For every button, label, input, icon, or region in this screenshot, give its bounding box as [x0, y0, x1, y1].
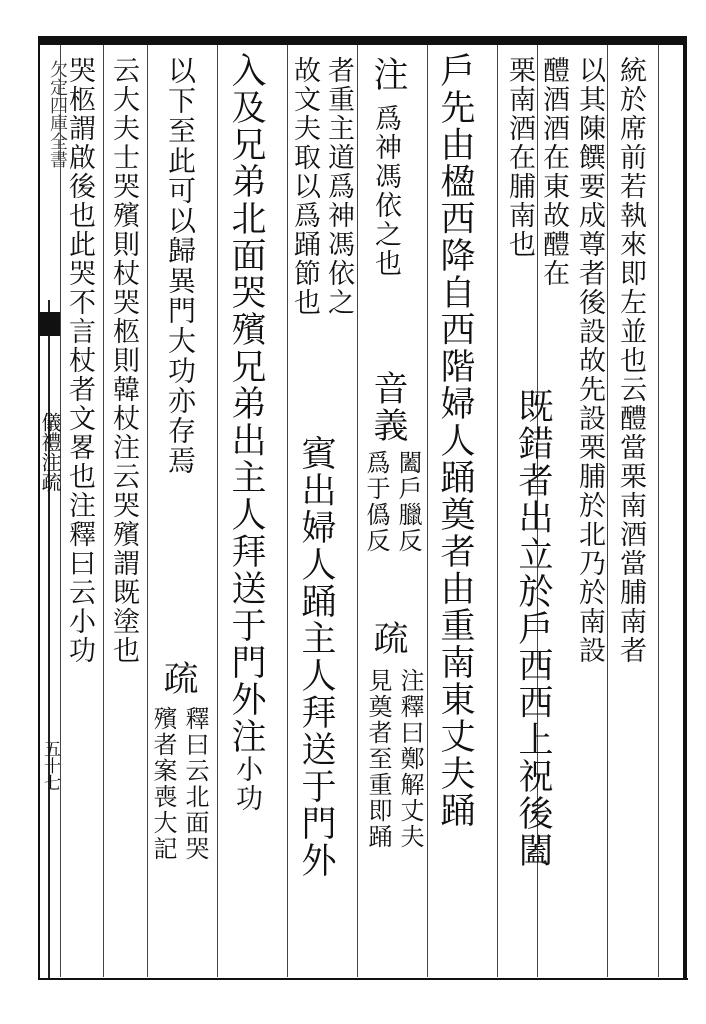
commentary-text-2b: 殯者案喪大記	[149, 706, 177, 862]
note-marker-1: 注	[368, 56, 408, 93]
text-column-11: 云大夫士哭殯則杖哭柩則韓杖注云哭殯謂既塗也	[108, 56, 139, 665]
commentary-text-2a: 釋曰云北面哭	[181, 706, 209, 862]
left-border	[38, 36, 40, 980]
column-rule	[357, 45, 358, 977]
column-rule	[287, 45, 288, 977]
pronunciation-text-1: 闔戶臘反	[394, 450, 422, 554]
column-rule	[427, 45, 428, 977]
fishtail-mark	[38, 312, 60, 336]
column-rule	[658, 45, 659, 977]
left-inner-border	[48, 300, 50, 980]
note-text-2: 小功	[231, 755, 262, 813]
text-column-8: 賓出婦人踊主人拜送于門外	[296, 435, 336, 879]
commentary-text-1a: 注釋曰鄭解丈夫	[396, 668, 424, 850]
book-title: 儀禮注疏	[38, 412, 62, 492]
text-column-3b: 栗南酒在脯南也	[504, 56, 535, 259]
pronunciation-marker: 音義	[368, 370, 408, 444]
text-column-9	[226, 52, 266, 813]
column-rule	[607, 45, 608, 977]
column-rule	[147, 45, 148, 977]
text-column-1: 統於席前若執來即左並也云醴當栗南酒當脯南者	[615, 56, 646, 665]
pronunciation-text-2: 爲于僞反	[362, 450, 390, 554]
commentary-marker-1: 疏	[368, 620, 408, 657]
text-column-4: 既錯者出立於戶西西上祝後闔	[513, 388, 553, 869]
text-column-5: 戶先由楹西降自西階婦人踊奠者由重南東丈夫踊	[435, 52, 475, 829]
text-column-3a	[540, 56, 567, 288]
text-column-10: 以下至此可以歸異門大功亦存焉	[164, 56, 197, 476]
commentary-text-1b: 見奠者至重即踊	[364, 668, 392, 850]
column-rule	[60, 45, 61, 977]
page-number: 五十七	[40, 740, 60, 791]
text-column-3a-part1: 醴酒酒在東故醴	[538, 56, 569, 259]
text-column-2: 以其陳饌要成尊者後設故先設栗脯於北乃於南設	[574, 56, 605, 665]
header-fragment: 欠定四庫全書	[47, 60, 68, 168]
column-rule	[217, 45, 218, 977]
text-column-7b: 故文夫取以爲踊節也	[289, 56, 320, 317]
bottom-border	[38, 978, 688, 980]
text-column-7a: 者重主道爲神馮依之	[323, 56, 354, 317]
note-marker-2: 注	[226, 718, 266, 755]
column-rule	[103, 45, 104, 977]
note-text-1: 爲神馮依之也	[370, 104, 401, 278]
text-column-12: 哭柩謂啟後也此哭不言杖者文畧也注釋曰云小功	[64, 56, 95, 665]
text-column-3a-part2: 在	[538, 259, 569, 288]
commentary-marker-2: 疏	[158, 660, 198, 697]
top-border	[38, 36, 686, 45]
column-rule	[497, 45, 498, 977]
right-border	[683, 36, 687, 980]
text-column-9-main: 入及兄弟北面哭殯兄弟出主人拜送于門外	[226, 52, 266, 718]
